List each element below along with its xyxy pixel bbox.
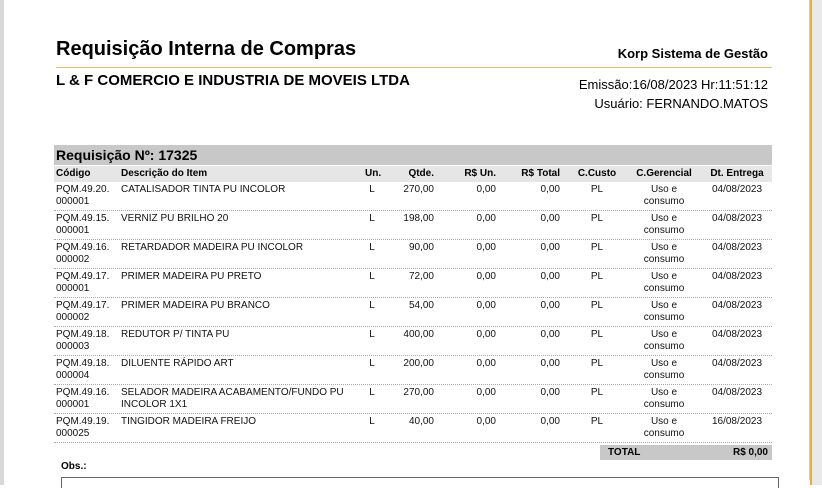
cell-codigo: PQM.49.16. 000002 xyxy=(56,242,110,265)
cell-rs-un: 0,00 xyxy=(476,184,496,195)
cell-un: L xyxy=(369,387,375,398)
cell-rs-un: 0,00 xyxy=(476,387,496,398)
cell-descricao: PRIMER MADEIRA PU BRANCO xyxy=(121,300,270,311)
cell-descricao: DILUENTE RÁPIDO ART xyxy=(121,358,234,369)
table-row xyxy=(54,414,772,443)
page-title: Requisição Interna de Compras xyxy=(56,38,357,60)
cell-c-gerencial: Uso e consumo xyxy=(643,300,685,323)
cell-c-gerencial: Uso e consumo xyxy=(643,184,685,207)
cell-qtde: 40,00 xyxy=(408,416,434,427)
cell-qtde: 200,00 xyxy=(403,358,434,369)
cell-dt-entrega: 04/08/2023 xyxy=(711,358,763,369)
obs-box xyxy=(61,477,779,488)
col-codigo: Código xyxy=(56,168,91,179)
company-name: L & F COMERCIO E INDUSTRIA DE MOVEIS LTDA xyxy=(56,72,410,89)
cell-un: L xyxy=(369,271,375,282)
col-c-custo: C.Custo xyxy=(577,168,617,179)
cell-codigo: PQM.49.20. 000001 xyxy=(56,184,110,207)
cell-descricao: TINGIDOR MADEIRA FREIJO xyxy=(121,416,257,427)
cell-rs-total: 0,00 xyxy=(540,416,560,427)
cell-dt-entrega: 04/08/2023 xyxy=(711,213,763,224)
cell-c-custo: PL xyxy=(590,242,604,253)
cell-rs-un: 0,00 xyxy=(476,213,496,224)
cell-un: L xyxy=(369,329,375,340)
cell-c-custo: PL xyxy=(590,213,604,224)
cell-descricao: REDUTOR P/ TINTA PU xyxy=(121,329,230,340)
cell-rs-un: 0,00 xyxy=(476,271,496,282)
brand-label: Korp Sistema de Gestão xyxy=(617,46,768,61)
cell-dt-entrega: 04/08/2023 xyxy=(711,184,763,195)
cell-c-gerencial: Uso e consumo xyxy=(643,416,685,439)
table-row xyxy=(54,240,772,269)
cell-qtde: 270,00 xyxy=(403,184,434,195)
cell-codigo: PQM.49.16. 000001 xyxy=(56,387,110,410)
requisition-number: Requisição Nº: 17325 xyxy=(56,147,198,163)
cell-qtde: 90,00 xyxy=(408,242,434,253)
cell-descricao: VERNIZ PU BRILHO 20 xyxy=(121,213,229,224)
table-row xyxy=(54,269,772,298)
col-descricao: Descrição do Item xyxy=(121,168,208,179)
cell-rs-total: 0,00 xyxy=(540,213,560,224)
cell-dt-entrega: 04/08/2023 xyxy=(711,329,763,340)
cell-rs-total: 0,00 xyxy=(540,329,560,340)
cell-c-custo: PL xyxy=(590,271,604,282)
cell-rs-total: 0,00 xyxy=(540,387,560,398)
cell-un: L xyxy=(369,358,375,369)
col-dt-entrega: Dt. Entrega xyxy=(710,168,764,179)
table-row xyxy=(54,356,772,385)
header-divider xyxy=(56,67,772,68)
user-label: Usuário: FERNANDO.MATOS xyxy=(594,96,768,111)
cell-dt-entrega: 04/08/2023 xyxy=(711,271,763,282)
cell-descricao: PRIMER MADEIRA PU PRETO xyxy=(121,271,262,282)
cell-codigo: PQM.49.15. 000001 xyxy=(56,213,110,236)
cell-c-gerencial: Uso e consumo xyxy=(643,329,685,352)
cell-c-custo: PL xyxy=(590,387,604,398)
cell-un: L xyxy=(369,184,375,195)
emission-datetime: Emissão:16/08/2023 Hr:11:51:12 xyxy=(578,77,768,92)
report-page xyxy=(5,0,812,480)
cell-codigo: PQM.49.17. 000001 xyxy=(56,271,110,294)
obs-label: Obs.: xyxy=(61,461,87,472)
cell-un: L xyxy=(369,300,375,311)
col-rs-un: R$ Un. xyxy=(464,168,496,179)
cell-rs-total: 0,00 xyxy=(540,358,560,369)
cell-dt-entrega: 16/08/2023 xyxy=(711,416,763,427)
cell-dt-entrega: 04/08/2023 xyxy=(711,242,763,253)
total-bar xyxy=(600,445,772,460)
cell-c-custo: PL xyxy=(590,184,604,195)
table-row xyxy=(54,298,772,327)
table-row xyxy=(54,182,772,211)
cell-rs-un: 0,00 xyxy=(476,416,496,427)
cell-qtde: 270,00 xyxy=(403,387,434,398)
table-row xyxy=(54,327,772,356)
cell-rs-un: 0,00 xyxy=(476,358,496,369)
col-c-gerencial: C.Gerencial xyxy=(636,168,692,179)
cell-c-custo: PL xyxy=(590,416,604,427)
cell-c-custo: PL xyxy=(590,358,604,369)
cell-qtde: 400,00 xyxy=(403,329,434,340)
cell-c-gerencial: Uso e consumo xyxy=(643,242,685,265)
total-label: TOTAL xyxy=(608,447,641,458)
items-table xyxy=(54,182,772,443)
cell-un: L xyxy=(369,242,375,253)
cell-c-gerencial: Uso e consumo xyxy=(643,271,685,294)
col-qtde: Qtde. xyxy=(408,168,434,179)
cell-c-custo: PL xyxy=(590,329,604,340)
cell-qtde: 198,00 xyxy=(403,213,434,224)
total-value: R$ 0,00 xyxy=(732,447,768,458)
cell-codigo: PQM.49.18. 000004 xyxy=(56,358,110,381)
cell-descricao: SELADOR MADEIRA ACABAMENTO/FUNDO PU INCOLOR 1X1 xyxy=(121,387,344,410)
table-row xyxy=(54,385,772,414)
cell-qtde: 72,00 xyxy=(408,271,434,282)
col-un: Un. xyxy=(365,168,382,179)
cell-codigo: PQM.49.17. 000002 xyxy=(56,300,110,323)
cell-codigo: PQM.49.19. 000025 xyxy=(56,416,110,439)
cell-dt-entrega: 04/08/2023 xyxy=(711,300,763,311)
requisition-bar xyxy=(54,145,772,165)
cell-rs-total: 0,00 xyxy=(540,184,560,195)
col-rs-total: R$ Total xyxy=(521,168,560,179)
cell-descricao: CATALISADOR TINTA PU INCOLOR xyxy=(121,184,286,195)
cell-c-gerencial: Uso e consumo xyxy=(643,358,685,381)
cell-un: L xyxy=(369,416,375,427)
cell-qtde: 54,00 xyxy=(408,300,434,311)
window-left-edge xyxy=(0,0,4,485)
cell-rs-total: 0,00 xyxy=(540,300,560,311)
cell-codigo: PQM.49.18. 000003 xyxy=(56,329,110,352)
cell-c-gerencial: Uso e consumo xyxy=(643,387,685,410)
cell-descricao: RETARDADOR MADEIRA PU INCOLOR xyxy=(121,242,304,253)
cell-rs-un: 0,00 xyxy=(476,329,496,340)
cell-rs-un: 0,00 xyxy=(476,300,496,311)
cell-rs-total: 0,00 xyxy=(540,242,560,253)
table-header xyxy=(54,166,772,182)
vertical-scrollbar[interactable] xyxy=(812,0,822,485)
table-row xyxy=(54,211,772,240)
cell-un: L xyxy=(369,213,375,224)
cell-c-gerencial: Uso e consumo xyxy=(643,213,685,236)
cell-c-custo: PL xyxy=(590,300,604,311)
cell-rs-un: 0,00 xyxy=(476,242,496,253)
cell-rs-total: 0,00 xyxy=(540,271,560,282)
cell-dt-entrega: 04/08/2023 xyxy=(711,387,763,398)
